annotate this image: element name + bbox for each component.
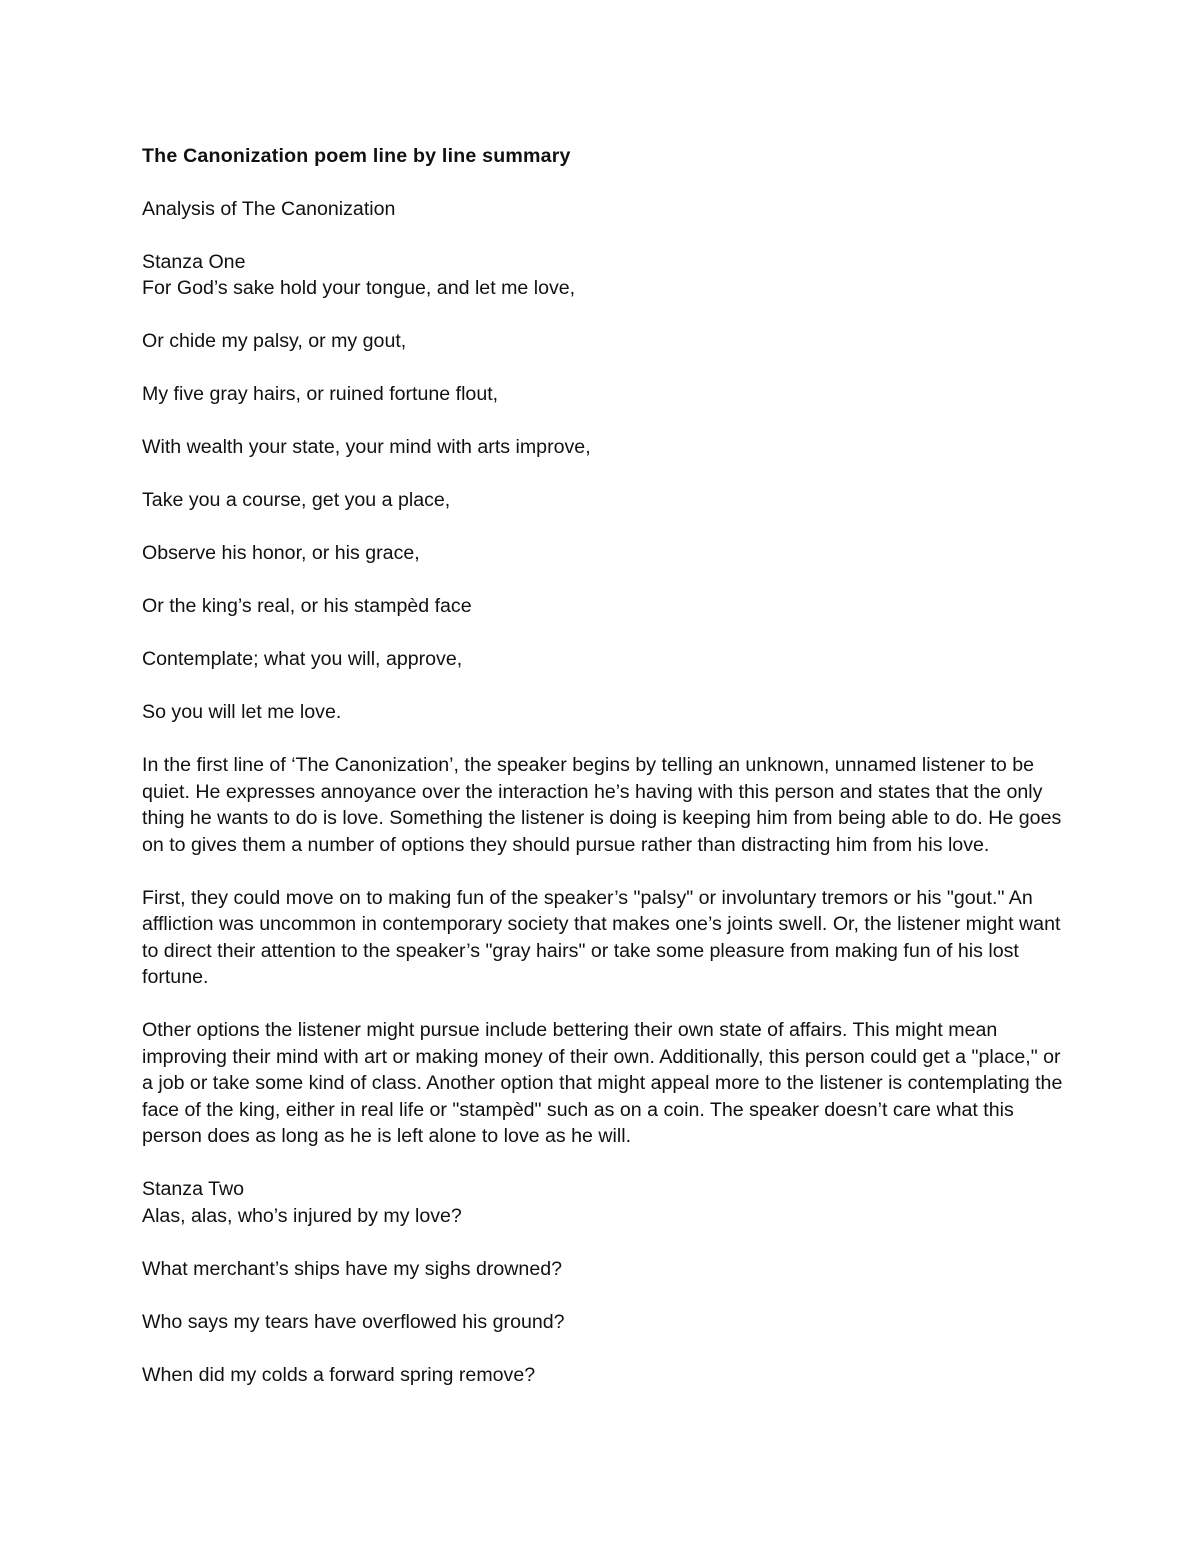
stanza-two-heading: Stanza Two <box>142 1178 245 1200</box>
verse-line: Alas, alas, who’s injured by my love? <box>142 1204 462 1227</box>
verse-line: My five gray hairs, or ruined fortune flout, <box>142 383 499 405</box>
analysis-paragraph: First, they could move on to making fun of the speaker’s "palsy" or involuntary tremors or his "gout." An affliction was uncommon in contemporary society that makes one’s joints swell. Or, the listener might want to direct their attention to the speaker’s "gray hairs" or take some pleasure from making fun of his lost fortune. <box>142 886 1061 988</box>
verse-line: Or the king’s real, or his stampèd face <box>142 595 472 617</box>
verse-line: When did my colds a forward spring remove? <box>142 1363 536 1386</box>
verse-line: For God’s sake hold your tongue, and let me love, <box>142 277 576 299</box>
verse-line: So you will let me love. <box>142 701 342 723</box>
analysis-paragraph: Other options the listener might pursue include bettering their own state of affairs. This might mean improving their mind with art or making money of their own. Additionally, this person could get a "place," or a job or take some kind of class. Another option that might appeal more to the listener is contemplating the face of the king, either in real life or "stampèd" such as on a coin. The speaker doesn’t care what this person does as long as he is left alone to love as he will. <box>142 1019 1063 1147</box>
verse-line: What merchant’s ships have my sighs drowned? <box>142 1257 563 1280</box>
document-page <box>142 143 1072 1415</box>
document-subtitle: Analysis of The Canonization <box>142 197 396 220</box>
verse-line: Or chide my palsy, or my gout, <box>142 330 407 352</box>
verse-line: With wealth your state, your mind with arts improve, <box>142 436 591 458</box>
verse-line: Who says my tears have overflowed his ground? <box>142 1310 565 1333</box>
verse-line: Take you a course, get you a place, <box>142 489 451 511</box>
analysis-paragraph: In the first line of ‘The Canonization’, the speaker begins by telling an unknown, unnamed listener to be quiet. He expresses annoyance over the interaction he’s having with this person and states that the only thing he wants to do is love. Something the listener is doing is keeping him from being able to do. He goes on to gives them a number of options they should pursue rather than distracting him from his love. <box>142 754 1062 856</box>
stanza-one-heading: Stanza One <box>142 250 246 273</box>
document-title: The Canonization poem line by line summary <box>142 145 571 167</box>
verse-line: Observe his honor, or his grace, <box>142 542 420 564</box>
verse-line: Contemplate; what you will, approve, <box>142 648 463 670</box>
